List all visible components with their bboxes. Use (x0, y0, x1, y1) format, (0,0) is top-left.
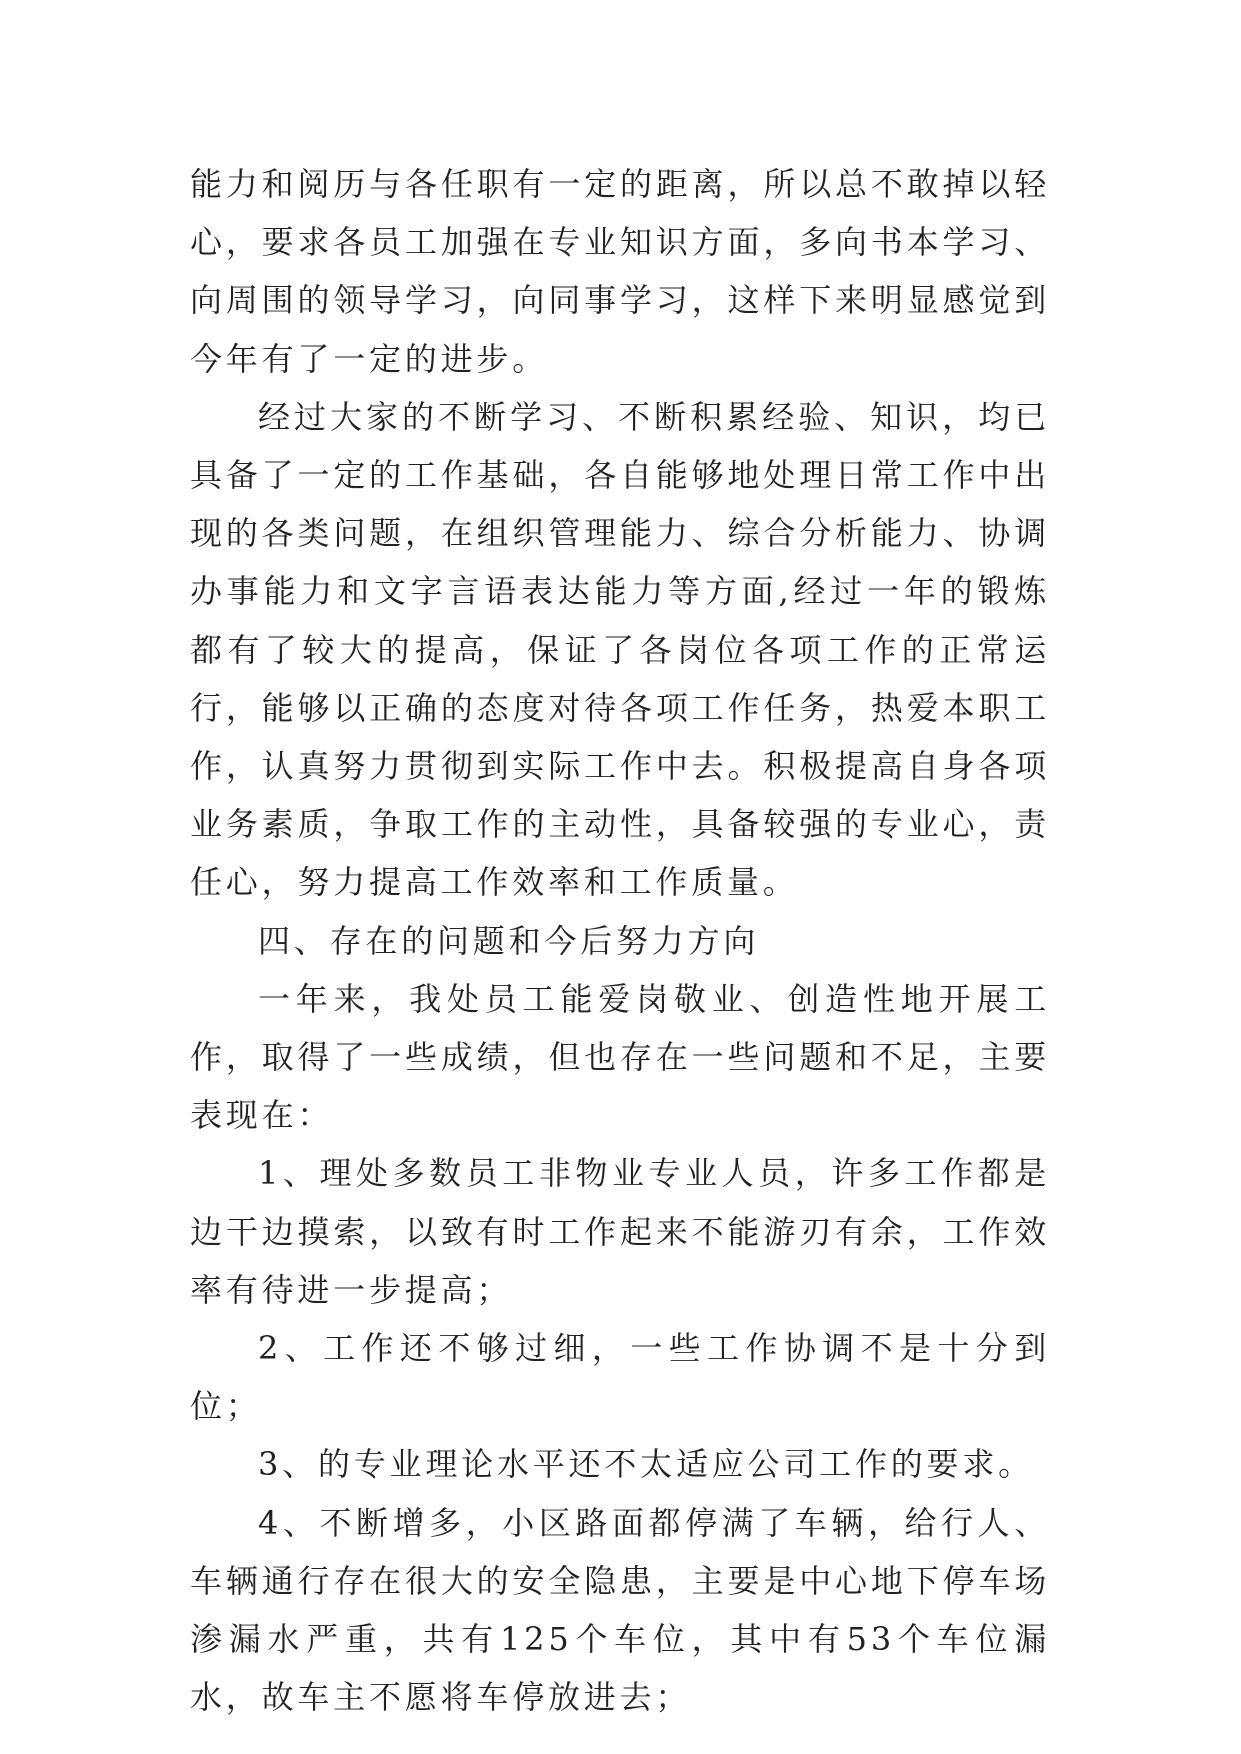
list-item-2: 2、工作还不够过细，一些工作协调不是十分到位； (190, 1329, 1050, 1426)
paragraph-summary-intro: 一年来，我处员工能爱岗敬业、创造性地开展工作，取得了一些成绩，但也存在一些问题和不足，主要表现在： (190, 979, 1050, 1135)
paragraph-continued: 能力和阅历与各任职有一定的距离，所以总不敢掉以轻心，要求各员工加强在专业知识方面，多向书本学习、向周围的领导学习，向同事学习，这样下来明显感觉到今年有了一定的进步。 (190, 165, 1050, 378)
paragraph-learning-progress: 经过大家的不断学习、不断积累经验、知识，均已具备了一定的工作基础，各自能够地处理日常工作中出现的各类问题，在组织管理能力、综合分析能力、协调办事能力和文字言语表达能力等方面,经过一年的锻炼都有了较大的提高，保证了各岗位各项工作的正常运行，能够以正确的态度对待各项工作任务，热爱本职工作，认真努力贯彻到实际工作中去。积极提高自身各项业务素质，争取工作的主动性，具备较强的专业心，责任心，努力提高工作效率和工作质量。 (190, 397, 1050, 902)
list-item-4: 4、不断增多，小区路面都停满了车辆，给行人、车辆通行存在很大的安全隐患，主要是中心地下停车场渗漏水严重，共有125个车位，其中有53个车位漏水，故车主不愿将车停放进去； (190, 1503, 1050, 1717)
list-item-3: 3、的专业理论水平还不太适应公司工作的要求。 (258, 1445, 1034, 1484)
section-heading-problems: 四、存在的问题和今后努力方向 (258, 921, 760, 960)
document-body (190, 155, 1050, 1726)
list-item-1: 1、理处多数员工非物业专业人员，许多工作都是边干边摸索，以致有时工作起来不能游刃有余，工作效率有待进一步提高； (190, 1154, 1050, 1309)
